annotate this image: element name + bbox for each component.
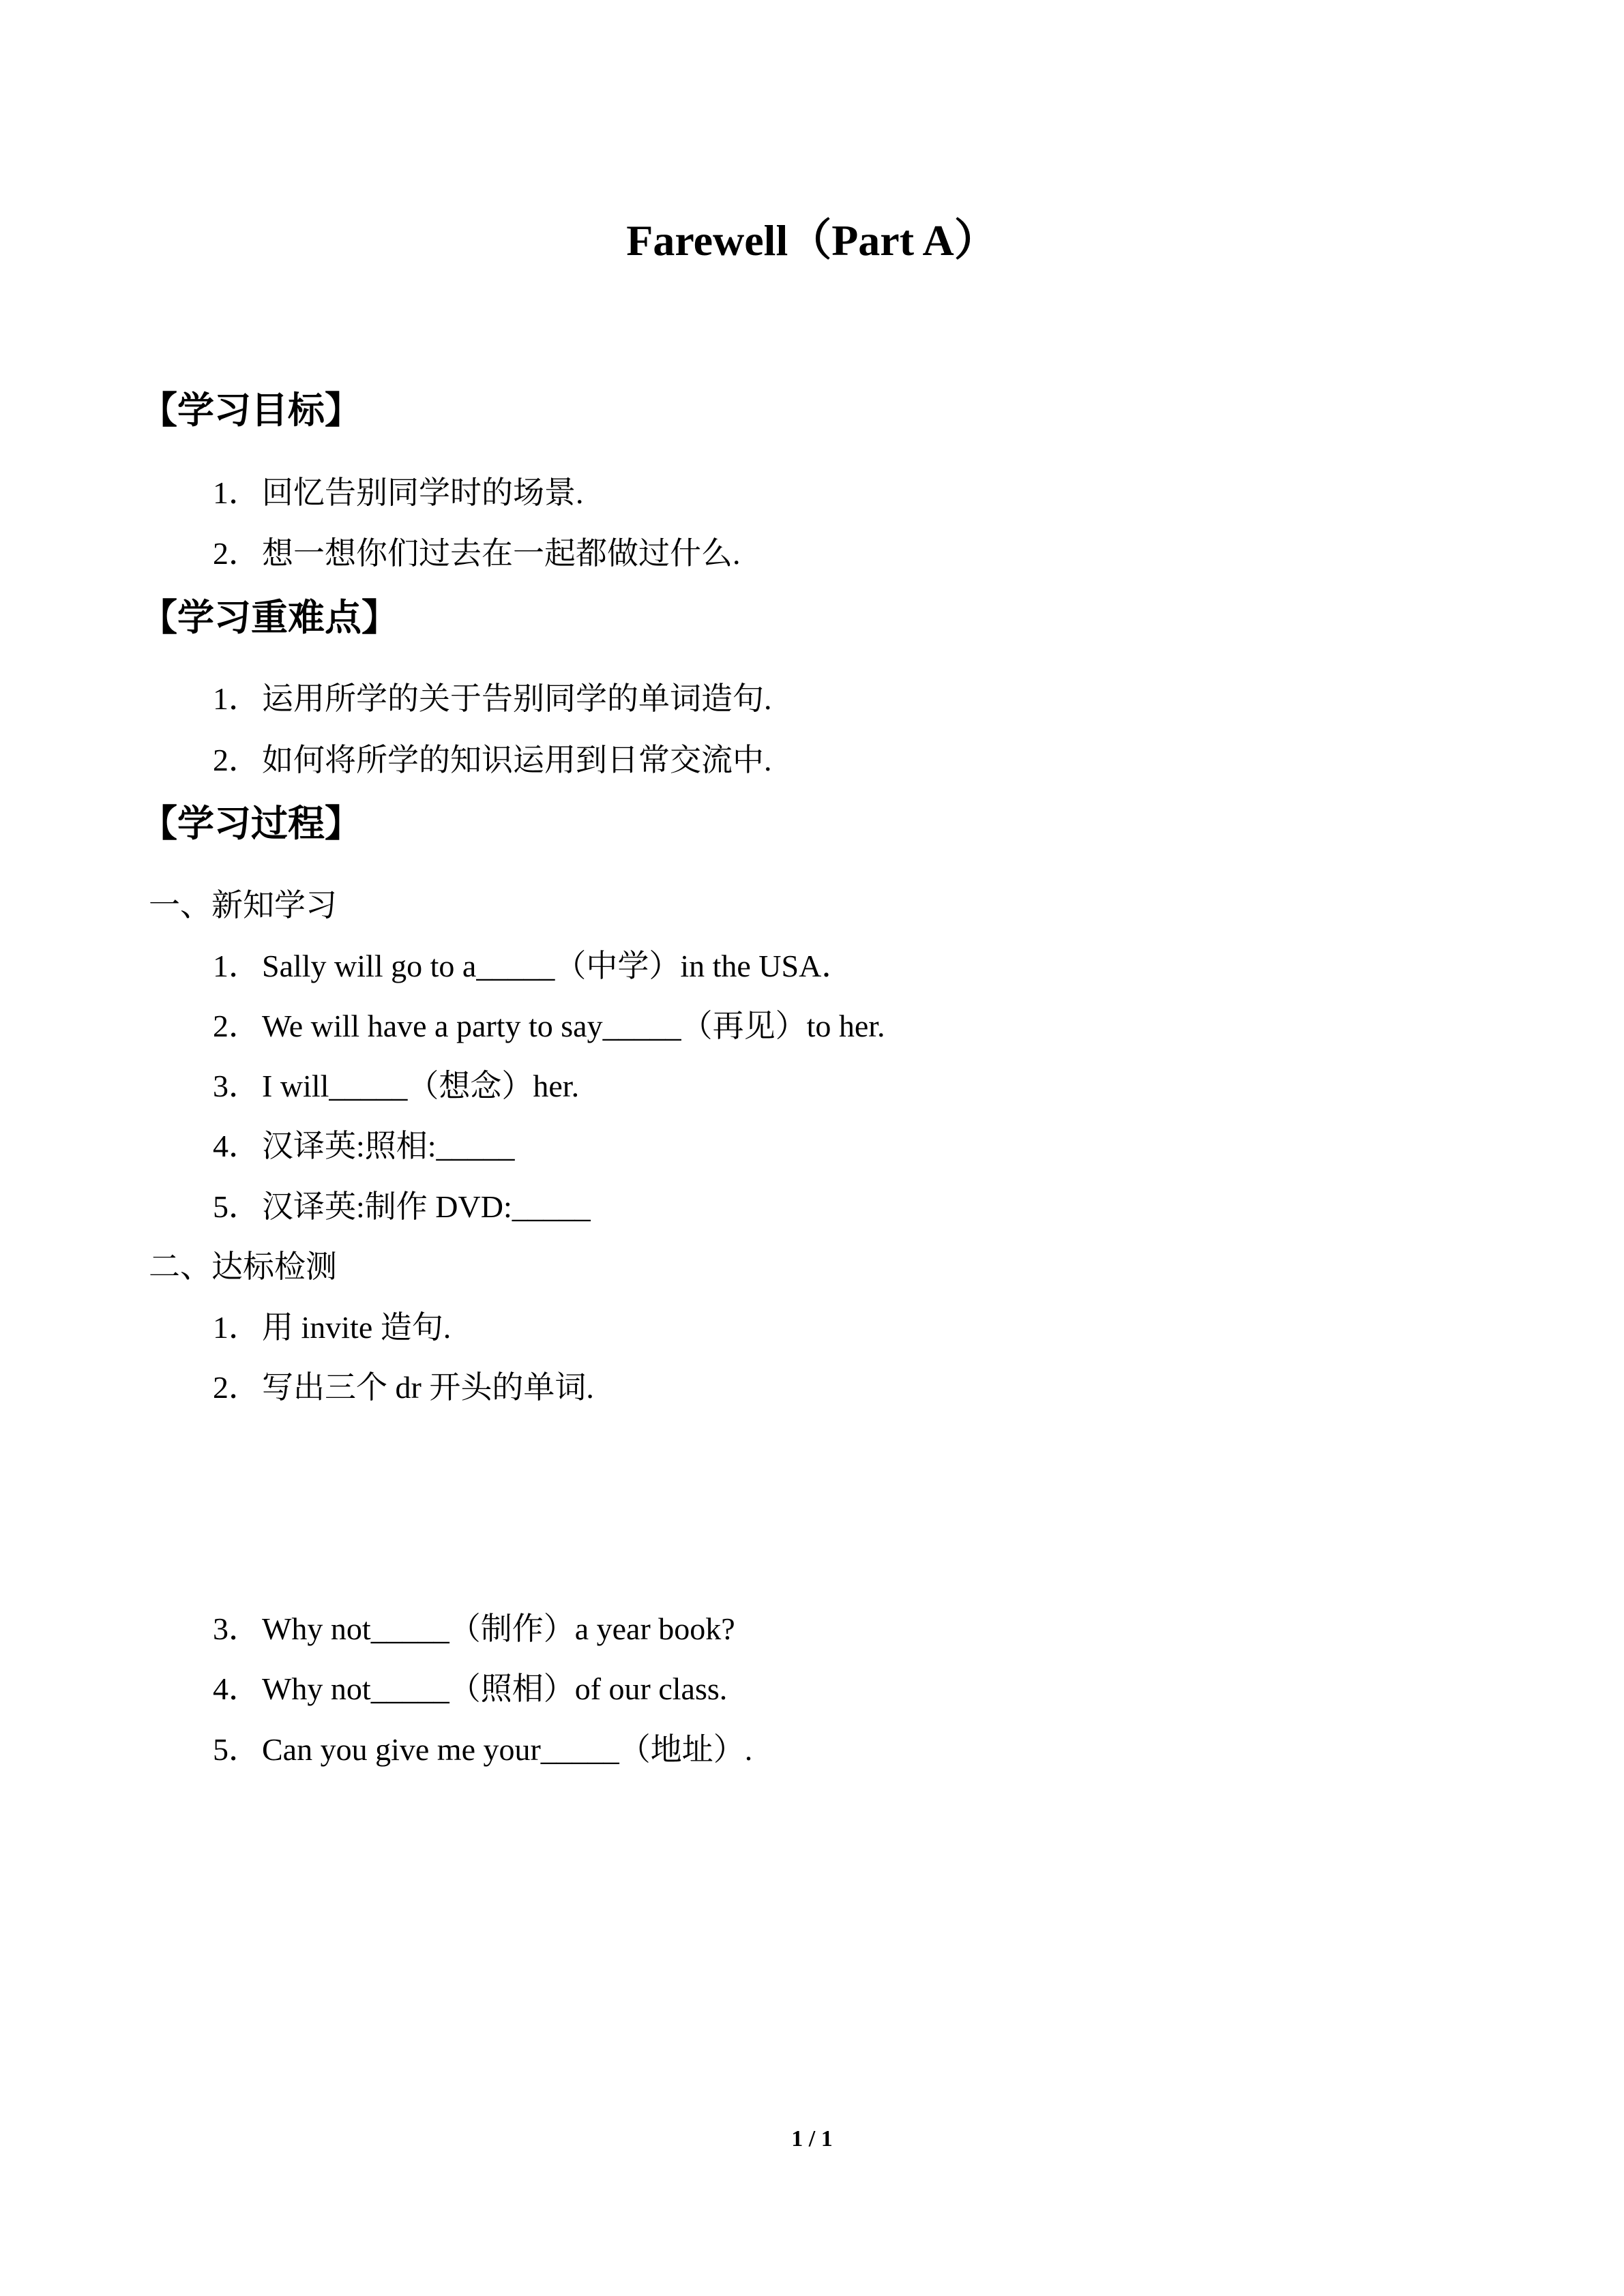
item-text: 运用所学的关于告别同学的单词造句.	[262, 681, 772, 716]
item-text: I will_____（想念）her.	[262, 1069, 580, 1103]
list-item	[213, 1062, 579, 1110]
list-item	[213, 1122, 515, 1170]
item-number: 5．	[213, 1732, 260, 1767]
item-number: 4．	[213, 1671, 260, 1706]
part-heading-new-knowledge: 一、新知学习	[149, 888, 337, 923]
item-text: 用 invite 造句.	[262, 1310, 452, 1345]
item-text: Sally will go to a_____（中学）in the USA．	[262, 949, 853, 983]
list-item	[213, 1304, 451, 1352]
item-number: 2．	[213, 743, 260, 777]
item-text: 汉译英:照相:_____	[262, 1129, 515, 1163]
item-number: 5．	[213, 1189, 260, 1224]
item-text: 写出三个 dr 开头的单词.	[262, 1370, 594, 1405]
section-heading-process: 【学习过程】	[141, 802, 361, 845]
item-text: We will have a party to say_____（再见）to her.	[262, 1009, 885, 1043]
item-text: 想一想你们过去在一起都做过什么.	[262, 536, 741, 571]
item-number: 1．	[213, 475, 260, 510]
list-item	[213, 469, 584, 517]
part-heading-assessment: 二、达标检测	[149, 1249, 337, 1284]
list-item	[213, 1605, 735, 1653]
item-text: Why not_____（制作）a year book?	[262, 1611, 735, 1646]
item-text: 回忆告别同学时的场景.	[262, 475, 584, 510]
item-number: 2．	[213, 536, 260, 571]
list-item	[213, 942, 853, 990]
item-number: 1．	[213, 1310, 260, 1345]
list-item	[213, 1002, 885, 1050]
item-number: 4．	[213, 1129, 260, 1163]
document-title: Farewell（Part A）	[626, 216, 998, 265]
item-text: Why not_____（照相）of our class.	[262, 1671, 728, 1706]
item-text: Can you give me your_____（地址）.	[262, 1732, 753, 1767]
list-item	[213, 1665, 727, 1713]
list-item	[213, 1183, 591, 1231]
page-number: 1 / 1	[791, 2126, 833, 2151]
list-item	[213, 1726, 752, 1774]
section-heading-key-points: 【学习重难点】	[141, 596, 398, 639]
list-item	[213, 736, 772, 784]
item-number: 3．	[213, 1611, 260, 1646]
item-number: 3．	[213, 1069, 260, 1103]
list-item	[213, 1364, 594, 1412]
item-text: 汉译英:制作 DVD:_____	[262, 1189, 591, 1224]
list-item	[213, 530, 741, 578]
item-number: 1．	[213, 681, 260, 716]
item-number: 1．	[213, 949, 260, 983]
item-number: 2．	[213, 1009, 260, 1043]
item-text: 如何将所学的知识运用到日常交流中.	[262, 743, 772, 777]
list-item	[213, 675, 772, 723]
item-number: 2．	[213, 1370, 260, 1405]
section-heading-objectives: 【学习目标】	[141, 389, 361, 432]
